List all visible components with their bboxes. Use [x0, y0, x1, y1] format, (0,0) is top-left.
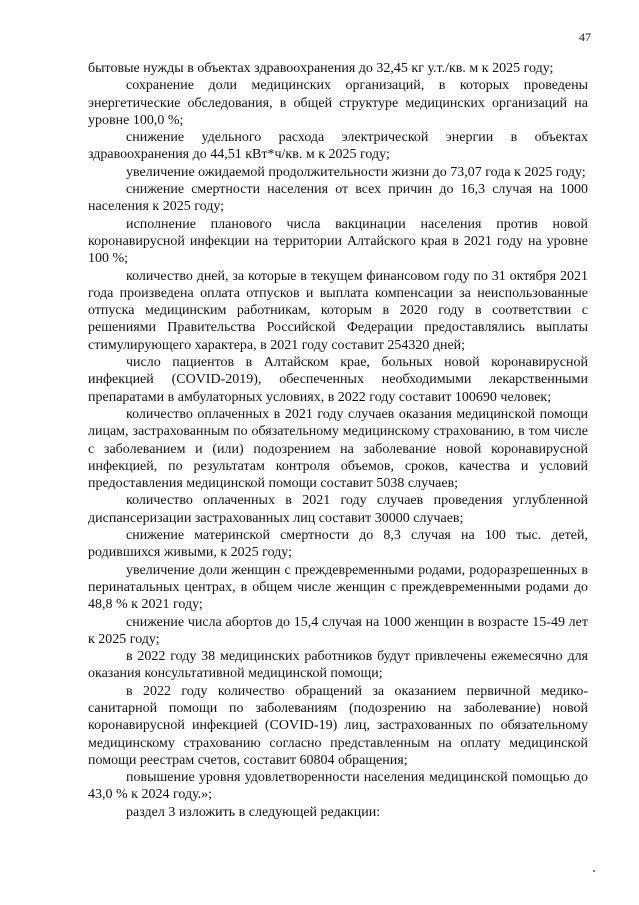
paragraph-7: количество дней, за которые в текущем финансовом году по 31 октября 2021 года произведена оплата отпусков и выплата компенсации за неиспользованные отпуска медицинским работникам, которым в 2020 году в соответствии с решениями Правительства Российской Федерации предоставлялись выплаты стимулирующего характера, в 2021 году составит 254320 дней; — [88, 268, 588, 353]
paragraph-14: в 2022 году 38 медицинских работников будут привлечены ежемесячно для оказания консультативной медицинской помощи; — [88, 649, 588, 682]
paragraph-15: в 2022 году количество обращений за оказанием первичной медико-санитарной помощи по заболеваниям (подозрению на заболевание) новой коронавирусной инфекцией (COVID-19) лиц, застрахованных по обязательному медицинскому страхованию согласно представленным на оплату медицинской помощи реестрам счетов, составит 60804 обращения; — [88, 683, 588, 768]
page-number: 47 — [579, 30, 591, 44]
paragraph-2: сохранение доли медицинских организаций, в которых проведены энергетические обследования, в общей структуре медицинских организаций на уровне 100,0 %; — [88, 78, 588, 128]
paragraph-8: число пациентов в Алтайском крае, больных новой коронавирусной инфекцией (COVID-2019), обеспеченных необходимыми лекарственными препаратами в амбулаторных условиях, в 2022 году составит 100690 человек; — [88, 355, 588, 405]
paragraph-10: количество оплаченных в 2021 году случаев проведения углубленной диспансеризации застрахованных лиц составит 30000 случаев; — [88, 493, 588, 526]
paragraph-5: снижение смертности населения от всех причин до 16,3 случая на 1000 населения к 2025 году; — [88, 182, 588, 215]
paragraph-17: раздел 3 изложить в следующей редакции: — [126, 804, 381, 820]
paragraph-13: снижение числа абортов до 15,4 случая на 1000 женщин в возрасте 15-49 лет к 2025 году; — [88, 614, 588, 647]
paragraph-3: снижение удельного расхода электрической энергии в объектах здравоохранения до 44,51 кВт*ч/кв. м к 2025 году; — [88, 130, 588, 163]
scan-speck — [593, 870, 595, 872]
paragraph-6: исполнение планового числа вакцинации населения против новой коронавирусной инфекции на территории Алтайского края в 2021 году на уровне 100 %; — [88, 216, 588, 267]
paragraph-12: увеличение доли женщин с преждевременными родами, родоразрешенных в перинатальных центрах, в общем числе женщин с преждевременными родами до 48,8 % к 2021 году; — [88, 562, 588, 613]
paragraph-1: бытовые нужды в объектах здравоохранения до 32,45 кг у.т./кв. м к 2025 году; — [88, 61, 554, 76]
paragraph-9: количество оплаченных в 2021 году случаев оказания медицинской помощи лицам, застрахованным по обязательному медицинскому страхованию, в том числе с заболеванием и (или) подозрением на заболевание новой коронавирусной инфекцией, по результатам контроля объемов, сроков, качества и условий предоставления медицинской помощи составит 5038 случаев; — [88, 406, 588, 492]
paragraph-16: повышение уровня удовлетворенности населения медицинской помощью до 43,0 % к 2024 году.»; — [88, 770, 588, 803]
paragraph-11: снижение материнской смертности до 8,3 случая на 100 тыс. детей, родившихся живыми, к 2025 году; — [88, 528, 588, 561]
document-body — [88, 60, 588, 821]
paragraph-4: увеличение ожидаемой продолжительности жизни до 73,07 года к 2025 году; — [126, 164, 586, 180]
